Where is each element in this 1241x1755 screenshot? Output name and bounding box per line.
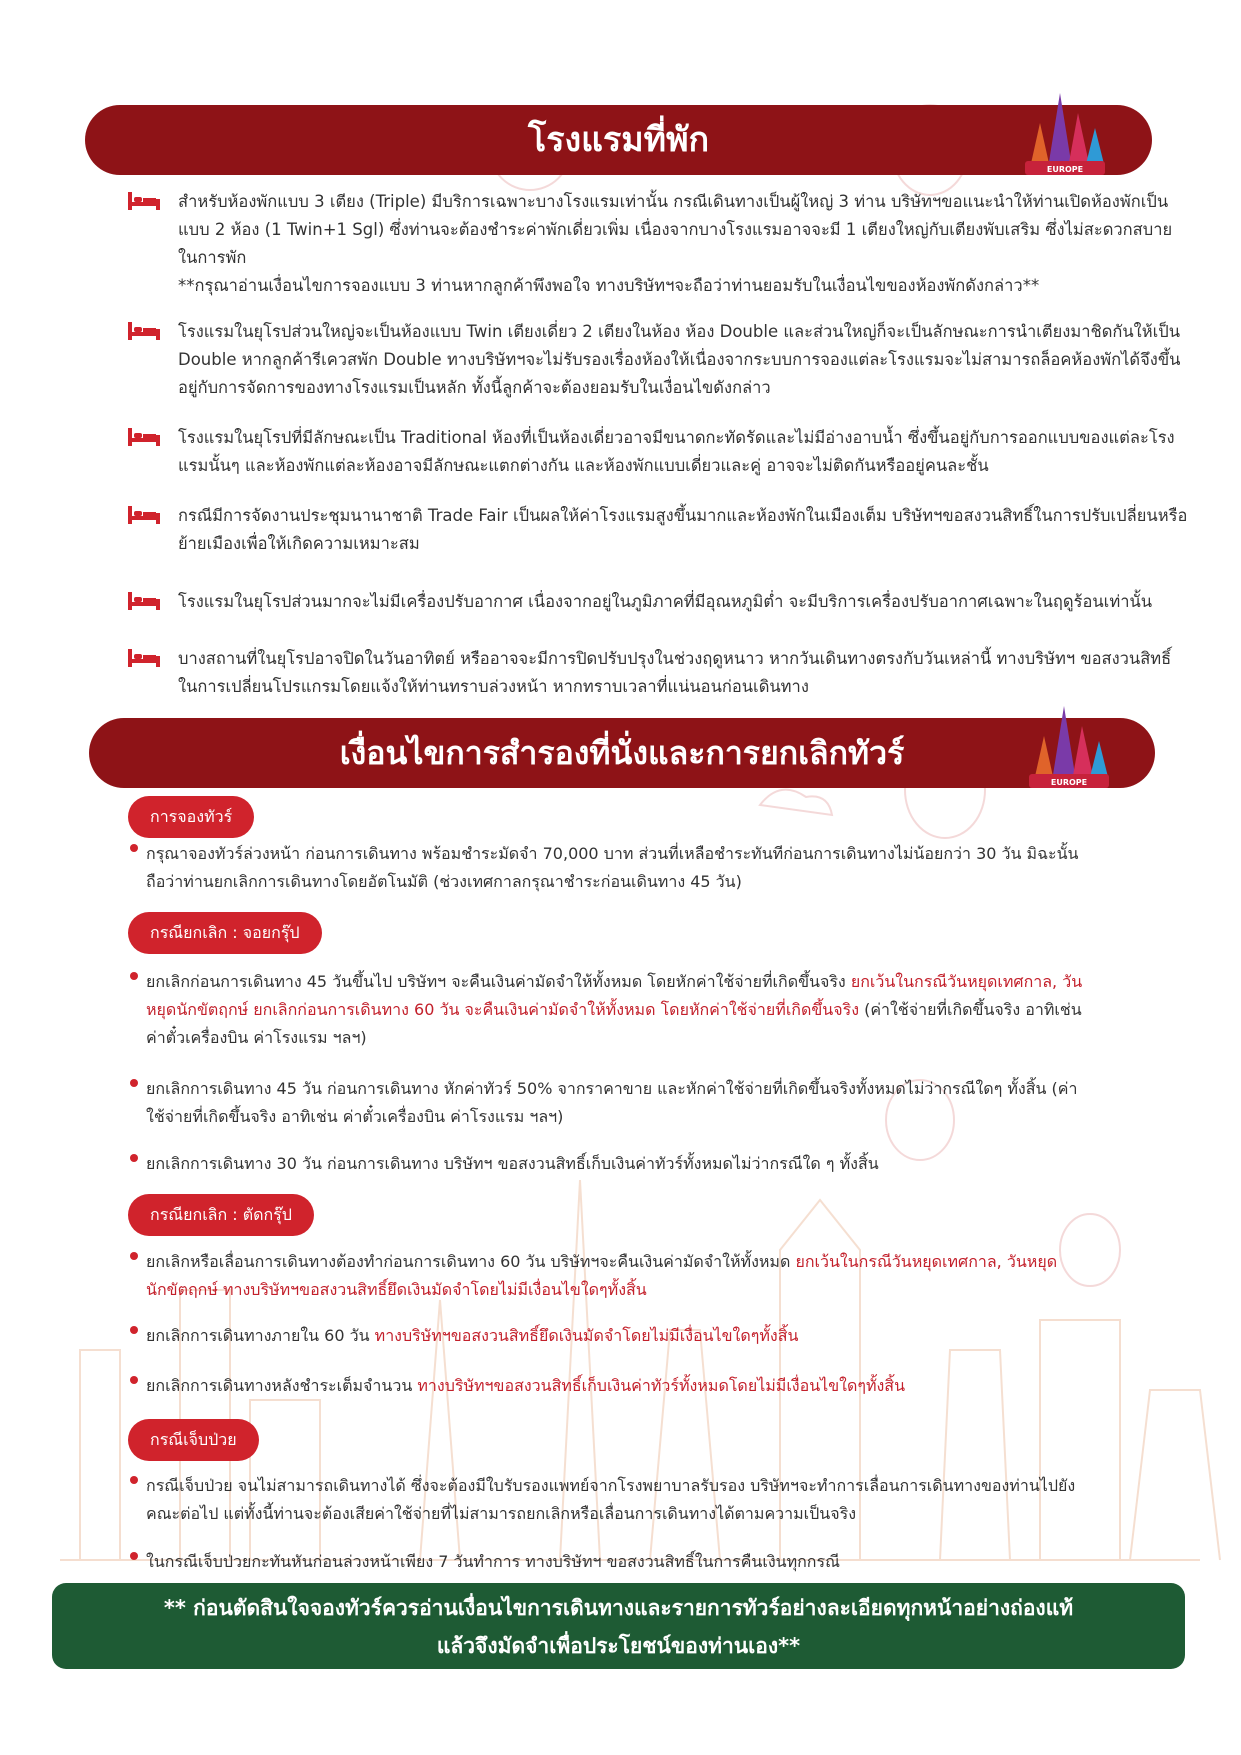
- bed-icon: [128, 590, 160, 610]
- footer-line-1: ** ก่อนตัดสินใจจองทัวร์ควรอ่านเงื่อนไขการเดินทางและรายการทัวร์อย่างละเอียดทุกหน้าอย่างถ่องแท้: [163, 1596, 1074, 1620]
- hotel-item: [128, 588, 1188, 616]
- hotel-item: [128, 188, 1188, 300]
- bed-icon: [128, 320, 160, 340]
- bullet-icon: [130, 1326, 138, 1334]
- bullet-icon: [130, 1476, 138, 1484]
- bullet-icon: [130, 1154, 138, 1162]
- condition-text: กรณีเจ็บป่วย จนไม่สามารถเดินทางได้ ซึ่งจะต้องมีใบรับรองแพทย์จากโรงพยาบาลรับรอง บริษัทฯจะทำการเลื่อนการเดินทางของท่านไปยังคณะต่อไป แต่ทั้งนี้ท่านจะต้องเสียค่าใช้จ่ายที่ไม่สามารถยกเลิกหรือเลื่อนการเดินทางได้ตามความเป็นจริง: [146, 1476, 1076, 1523]
- hotel-item: [128, 424, 1188, 480]
- hotel-section-title: โรงแรมที่พัก: [527, 120, 710, 160]
- condition-main: ยกเลิกก่อนการเดินทาง 45 วันขึ้นไป บริษัทฯ จะคืนเงินค่ามัดจำให้ทั้งหมด โดยหักค่าใช้จ่ายที่เกิดขึ้นจริง: [146, 972, 846, 991]
- condition-text: ยกเลิกการเดินทาง 30 วัน ก่อนการเดินทาง บริษัทฯ ขอสงวนสิทธิ์เก็บเงินค่าทัวร์ทั้งหมดไม่ว่ากรณีใด ๆ ทั้งสิ้น: [146, 1154, 879, 1173]
- hotel-item-text: กรณีมีการจัดงานประชุมนานาชาติ Trade Fair เป็นผลให้ค่าโรงแรมสูงขึ้นมากและห้องพักในเมืองเต็ม บริษัทฯขอสงวนสิทธิ์ในการปรับเปลี่ยนหรือย้ายเมืองเพื่อให้เกิดความเหมาะสม: [178, 506, 1188, 553]
- booking-section-banner: [89, 718, 1155, 788]
- hotel-item-text: บางสถานที่ในยุโรปอาจปิดในวันอาทิตย์ หรืออาจจะมีการปิดปรับปรุงในช่วงฤดูหนาว หากวันเดินทางตรงกับวันเหล่านี้ ทางบริษัทฯ ขอสงวนสิทธิ์ในการเปลี่ยนโปรแกรมโดยแจ้งให้ท่านทราบล่วงหน้า หากทราบเวลาที่แน่นอนก่อนเดินทาง: [178, 649, 1172, 696]
- europe-badge-label: EUROPE: [1050, 778, 1088, 787]
- condition-text: [146, 1372, 1090, 1400]
- europe-landmarks-icon: [1020, 83, 1110, 183]
- condition-item: [130, 1075, 1090, 1131]
- hotel-item-text: โรงแรมในยุโรปที่มีลักษณะเป็น Traditional ห้องที่เป็นห้องเดี่ยวอาจมีขนาดกะทัดรัดและไม่มีอ่างอาบน้ำ ซึ่งขึ้นอยู่กับการออกแบบของแต่ละโรงแรมนั้นๆ และห้องพักแต่ละห้องอาจมีลักษณะแตกต่างกัน และห้องพักแบบเดี่ยวและคู่ อาจจะไม่ติดกันหรืออยู่คนละชั้น: [178, 428, 1175, 475]
- bed-icon: [128, 647, 160, 667]
- hotel-item: [128, 502, 1188, 558]
- bullet-icon: [130, 1079, 138, 1087]
- condition-highlight: ทางบริษัทฯขอสงวนสิทธิ์ยึดเงินมัดจำโดยไม่มีเงื่อนไขใดๆทั้งสิ้น: [374, 1326, 799, 1345]
- condition-item: [130, 840, 1090, 896]
- condition-highlight: ยกเว้นในกรณีวันหยุดเทศกาล, วันหยุดนักขัตฤกษ์ ยกเลิกก่อนการเดินทาง 60 วัน จะคืนเงินค่ามัดจำให้ทั้งหมด โดยหักค่าใช้จ่ายที่เกิดขึ้นจริง: [146, 972, 1083, 1019]
- condition-tail: (ค่าใช้จ่ายที่เกิดขึ้นจริง อาทิเช่น ค่าตั๋วเครื่องบิน ค่าโรงแรม ฯลฯ): [146, 1000, 1082, 1047]
- condition-highlight: ทางบริษัทฯขอสงวนสิทธิ์เก็บเงินค่าทัวร์ทั้งหมดโดยไม่มีเงื่อนไขใดๆทั้งสิ้น: [417, 1376, 905, 1395]
- condition-text: ยกเลิกการเดินทาง 45 วัน ก่อนการเดินทาง หักค่าทัวร์ 50% จากราคาขาย และหักค่าใช้จ่ายที่เกิดขึ้นจริงทั้งหมดไม่ว่ากรณีใดๆ ทั้งสิ้น (ค่าใช้จ่ายที่เกิดขึ้นจริง อาทิเช่น ค่าตั๋วเครื่องบิน ค่าโรงแรม ฯลฯ): [146, 1079, 1078, 1126]
- illness-label-pill: กรณีเจ็บป่วย: [128, 1419, 259, 1461]
- condition-text: [146, 1248, 1090, 1304]
- condition-item: [130, 1472, 1090, 1528]
- hotel-item: [128, 645, 1188, 701]
- condition-text: กรุณาจองทัวร์ล่วงหน้า ก่อนการเดินทาง พร้อมชำระมัดจำ 70,000 บาท ส่วนที่เหลือชำระทันทีก่อนการเดินทางไม่น้อยกว่า 30 วัน มิฉะนั้นถือว่าท่านยกเลิกการเดินทางโดยอัตโนมัติ (ช่วงเทศกาลกรุณาชำระก่อนเดินทาง 45 วัน): [146, 844, 1079, 891]
- europe-landmarks-icon: [1024, 696, 1114, 796]
- bullet-icon: [130, 972, 138, 980]
- condition-main: ยกเลิกการเดินทางภายใน 60 วัน: [146, 1326, 370, 1345]
- condition-text: ในกรณีเจ็บป่วยกะทันหันก่อนล่วงหน้าเพียง 7 วันทำการ ทางบริษัทฯ ขอสงวนสิทธิ์ในการคืนเงินทุกกรณี: [146, 1552, 840, 1571]
- cancel-join-group-pill: กรณียกเลิก : จอยกรุ๊ป: [128, 912, 322, 954]
- condition-highlight: ยกเว้นในกรณีวันหยุดเทศกาล, วันหยุดนักขัตฤกษ์ ทางบริษัทฯขอสงวนสิทธิ์ยึดเงินมัดจำโดยไม่มีเงื่อนไขใดๆทั้งสิ้น: [146, 1252, 1058, 1299]
- hotel-section-banner: [85, 105, 1152, 175]
- europe-badge-label: EUROPE: [1046, 165, 1084, 174]
- condition-text: [146, 968, 1090, 1052]
- bed-icon: [128, 190, 160, 210]
- condition-item: [130, 1248, 1090, 1304]
- condition-main: ยกเลิกการเดินทางหลังชำระเต็มจำนวน: [146, 1376, 413, 1395]
- condition-item: [130, 968, 1090, 1052]
- bullet-icon: [130, 1252, 138, 1260]
- bed-icon: [128, 504, 160, 524]
- footer-line-2: แล้วจึงมัดจำเพื่อประโยชน์ของท่านเอง**: [436, 1634, 801, 1658]
- condition-item: [130, 1150, 1090, 1178]
- bullet-icon: [130, 844, 138, 852]
- hotel-item: [128, 318, 1188, 402]
- bullet-icon: [130, 1552, 138, 1560]
- hotel-item-note: **กรุณาอ่านเงื่อนไขการจองแบบ 3 ท่านหากลูกค้าพึงพอใจ ทางบริษัทฯจะถือว่าท่านยอมรับในเงื่อนไขของห้องพักดังกล่าว**: [178, 276, 1040, 295]
- booking-section-title: เงื่อนไขการสำรองที่นั่งและการยกเลิกทัวร์: [339, 734, 905, 772]
- condition-item: [130, 1372, 1090, 1400]
- bed-icon: [128, 426, 160, 446]
- booking-label-pill: การจองทัวร์: [128, 796, 254, 838]
- condition-item: [130, 1548, 1090, 1576]
- hotel-item-text: โรงแรมในยุโรปส่วนใหญ่จะเป็นห้องแบบ Twin เตียงเดี่ยว 2 เตียงในห้อง ห้อง Double และส่วนใหญ่ก็จะเป็นลักษณะการนำเตียงมาชิดกันให้เป็น Double หากลูกค้ารีเควสพัก Double ทางบริษัทฯจะไม่รับรองเรื่องห้องให้เนื่องจากระบบการจองแต่ละโรงแรมจะไม่สามารถล็อคห้องพักได้จึงขึ้นอยู่กับการจัดการของทางโรงแรมเป็นหลัก ทั้งนี้ลูกค้าจะต้องยอมรับในเงื่อนไขดังกล่าว: [178, 322, 1181, 397]
- footer-notice: [52, 1583, 1185, 1669]
- condition-item: [130, 1322, 1090, 1350]
- cancel-private-group-pill: กรณียกเลิก : ตัดกรุ๊ป: [128, 1194, 314, 1236]
- condition-text: [146, 1322, 1090, 1350]
- hotel-item-text: โรงแรมในยุโรปส่วนมากจะไม่มีเครื่องปรับอากาศ เนื่องจากอยู่ในภูมิภาคที่มีอุณหภูมิต่ำ จะมีบริการเครื่องปรับอากาศเฉพาะในฤดูร้อนเท่านั้น: [178, 592, 1153, 611]
- condition-main: ยกเลิกหรือเลื่อนการเดินทางต้องทำก่อนการเดินทาง 60 วัน บริษัทฯจะคืนเงินค่ามัดจำให้ทั้งหมด: [146, 1252, 791, 1271]
- hotel-item-text: สำหรับห้องพักแบบ 3 เตียง (Triple) มีบริการเฉพาะบางโรงแรมเท่านั้น กรณีเดินทางเป็นผู้ใหญ่ 3 ท่าน บริษัทฯขอแนะนำให้ท่านเปิดห้องพักเป็นแบบ 2 ห้อง (1 Twin+1 Sgl) ซึ่งท่านจะต้องชำระค่าพักเดี่ยวเพิ่ม เนื่องจากบางโรงแรมอาจจะมี 1 เตียงใหญ่กับเตียงพับเสริม ซึ่งไม่สะดวกสบายในการพัก: [178, 192, 1173, 267]
- bullet-icon: [130, 1376, 138, 1384]
